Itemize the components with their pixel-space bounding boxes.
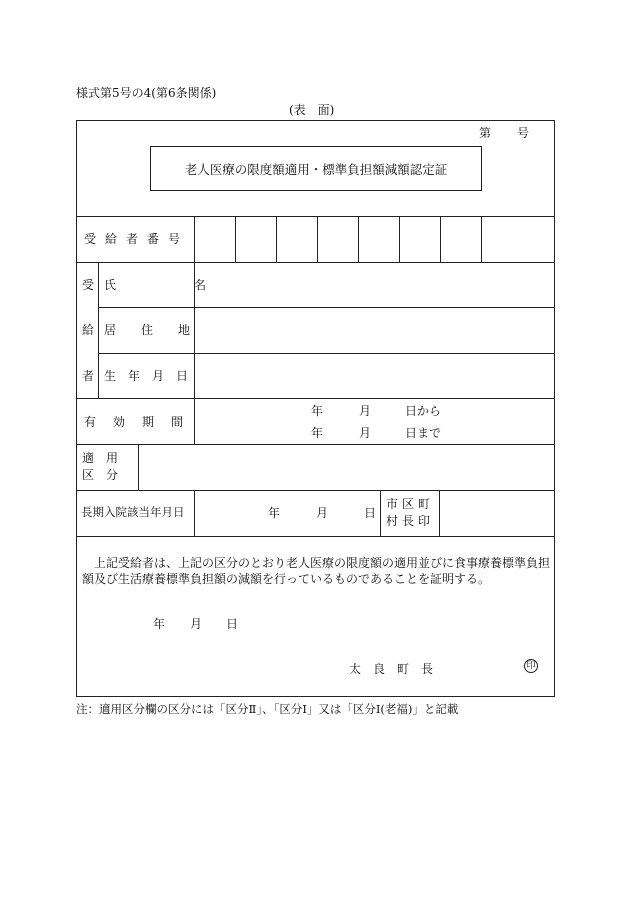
validity-until-year: 年 bbox=[311, 426, 324, 440]
seal-mark-text: 印 bbox=[526, 661, 536, 671]
label-birthdate-text: 生年月日 bbox=[104, 369, 201, 383]
label-validity bbox=[84, 416, 200, 428]
cell-divider bbox=[235, 216, 236, 262]
form-reference: 様式第5号の4(第6条関係) bbox=[76, 86, 217, 100]
rule-category-bottom bbox=[76, 490, 555, 491]
validity-until-month: 月 bbox=[359, 426, 372, 440]
recipient-group-char-2: 給 bbox=[82, 323, 95, 337]
recipient-group-char-3: 者 bbox=[82, 369, 95, 383]
label-recipient-number-text: 受給者番号 bbox=[84, 232, 190, 246]
label-recipient-number bbox=[84, 233, 188, 245]
number-suffix: 号 bbox=[517, 126, 530, 140]
label-birthdate bbox=[104, 370, 200, 382]
validity-from-day: 日から bbox=[405, 404, 442, 418]
seal-label-divider-left bbox=[380, 490, 381, 536]
number-prefix: 第 bbox=[479, 126, 492, 140]
cell-divider bbox=[317, 216, 318, 262]
certificate-title-text: 老人医療の限度額適用・標準負担額減額認定証 bbox=[184, 161, 448, 177]
rule-validity-bottom bbox=[76, 444, 555, 445]
cell-divider bbox=[194, 216, 195, 262]
issue-day: 日 bbox=[226, 617, 239, 631]
cell-divider bbox=[358, 216, 359, 262]
cell-divider bbox=[440, 216, 441, 262]
label-mayor-seal-line1: 市区町 bbox=[386, 497, 435, 511]
seal-mark bbox=[524, 659, 538, 673]
cell-divider bbox=[276, 216, 277, 262]
certification-text-line1: 上記受給者は、上記の区分のとおり老人医療の限度額の適用並びに食事療養標準負担 bbox=[94, 556, 551, 570]
rule-hospitalization-bottom bbox=[76, 536, 555, 537]
label-category-line1: 適 用 bbox=[82, 451, 119, 465]
recipient-group-char-1: 受 bbox=[82, 278, 95, 292]
validity-from-month: 月 bbox=[359, 404, 372, 418]
cell-divider bbox=[399, 216, 400, 262]
rule-name-bottom bbox=[98, 307, 555, 308]
category-divider bbox=[138, 444, 139, 490]
label-hospitalization: 長期入院該当年月日 bbox=[81, 505, 185, 519]
rule-address-bottom bbox=[98, 353, 555, 354]
validity-from-year: 年 bbox=[311, 404, 324, 418]
rule-recipient-number-top bbox=[76, 216, 555, 217]
rule-recipient-number-bottom bbox=[76, 262, 555, 263]
label-address bbox=[104, 324, 215, 336]
hospitalization-divider bbox=[194, 490, 195, 536]
hospitalization-day: 日 bbox=[364, 506, 377, 520]
label-validity-text: 有効期間 bbox=[84, 415, 201, 429]
hospitalization-year: 年 bbox=[268, 506, 281, 520]
certification-text-line2: 額及び生活療養標準負担額の減額を行っているものであることを証明する。 bbox=[82, 572, 491, 586]
seal-label-divider-right bbox=[439, 490, 440, 536]
issue-month: 月 bbox=[190, 617, 203, 631]
validity-until-day: 日まで bbox=[405, 426, 442, 440]
label-category-line2: 区 分 bbox=[82, 468, 119, 482]
label-name bbox=[104, 278, 225, 292]
hospitalization-month: 月 bbox=[316, 506, 329, 520]
label-name-text: 氏 名 bbox=[104, 278, 225, 292]
issuer: 太 良 町 長 bbox=[349, 662, 434, 676]
side-label: (表 面) bbox=[289, 103, 335, 117]
certificate-title bbox=[150, 146, 482, 191]
issue-year: 年 bbox=[153, 617, 166, 631]
footnote: 注：適用区分欄の区分には「区分Ⅱ」、「区分Ⅰ」又は「区分Ⅰ(老福)」と記載 bbox=[76, 702, 459, 716]
recipient-group-divider bbox=[98, 262, 99, 398]
rule-recipient-bottom bbox=[76, 398, 555, 399]
label-mayor-seal-line2: 村長印 bbox=[386, 514, 435, 528]
cell-divider bbox=[481, 216, 482, 262]
label-address-text: 居住地 bbox=[104, 323, 216, 337]
